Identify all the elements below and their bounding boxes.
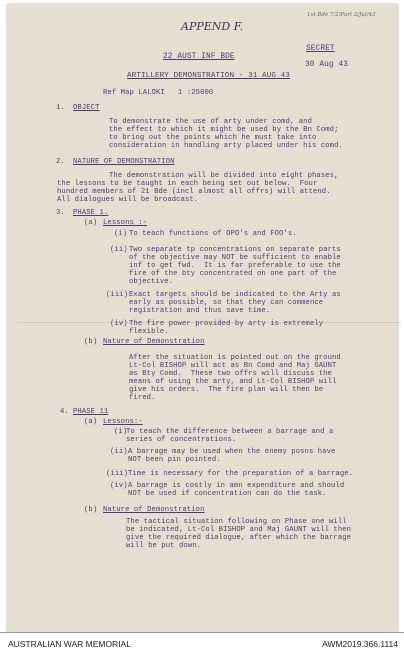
section-3a-heading: Lessons :-: [103, 219, 148, 227]
lesson-text: series of concentrations.: [126, 436, 237, 444]
section-4b-line: give the required dialogue, after which the barrage: [126, 534, 352, 542]
lesson-number: (ii): [110, 448, 128, 456]
lesson-text: Two separate tp concentrations on separate parts: [129, 246, 341, 254]
document-page: [7, 4, 398, 632]
lesson-text: Exact targets should be indicated to the Arty as: [129, 291, 341, 299]
lesson-text: inf to get fwd. It is far preferable to use the: [129, 262, 341, 270]
section-4a-label: (a): [84, 418, 98, 426]
lesson-text: early as possible, so that they can commence: [129, 299, 324, 307]
section-4b-label: (b): [84, 506, 98, 514]
section-1-number: 1.: [56, 104, 65, 112]
section-3b-heading: Nature of Demonstration: [103, 338, 205, 346]
section-3b-line: as Bty Comd. These two offrs will discuss the: [129, 370, 333, 378]
section-3b-line: give his orders. The fire plan will then be: [129, 386, 324, 394]
section-3b-line: means of using the arty, and Lt-Col BISHOP will: [129, 378, 337, 386]
lesson-text: The fire power provided by arty is extremely: [129, 320, 324, 328]
lesson-text: objective.: [129, 278, 174, 286]
handwritten-append-note: APPEND F.: [181, 20, 244, 33]
archive-accession-number: AWM2019.366.1114: [322, 639, 398, 649]
lesson-text: A barrage may be used when the enemy posns have: [128, 448, 336, 456]
section-3b-line: Lt-Col BISHOP will act as Bn Comd and Maj GAUNT: [129, 362, 337, 370]
lesson-number: (iii): [106, 291, 129, 299]
section-2-heading: NATURE OF DEMONSTRATION: [73, 158, 175, 166]
document-date: 30 Aug 43: [305, 61, 349, 69]
section-2-line: the lessons to be taught in each being set out below. Four: [57, 180, 318, 188]
lesson-text: Time is necessary for the preparation of a barrage.: [128, 470, 354, 478]
section-3-number: 3.: [56, 209, 65, 217]
lesson-number: (iv): [110, 482, 128, 490]
section-1-heading: OBJECT: [73, 104, 100, 112]
archive-footer: [0, 632, 404, 654]
paper-fold-line: [17, 322, 401, 323]
section-2-number: 2.: [56, 158, 65, 166]
lesson-text: To teach functions of OPO's and FOO's.: [129, 230, 297, 238]
lesson-text: of the objective may NOT be sufficient to enable: [129, 254, 341, 262]
lesson-number: (ii): [110, 246, 128, 254]
section-2-line: The demonstration will be divided into eight phases,: [109, 172, 339, 180]
section-4b-line: will be put down.: [126, 542, 202, 550]
section-3b-line: After the situation is pointed out on the ground: [129, 354, 341, 362]
lesson-text: registration and thus save time.: [129, 307, 271, 315]
section-3b-label: (b): [84, 338, 98, 346]
lesson-text: fire of the bty concentrated on one part of the: [129, 270, 337, 278]
section-3a-label: (a): [84, 219, 98, 227]
lesson-text: A barrage is costly in amn expenditure and should: [128, 482, 345, 490]
lesson-number: (i): [114, 230, 128, 238]
lesson-number: (i): [114, 428, 128, 436]
lesson-text: flexible.: [129, 328, 169, 336]
section-4b-heading: Nature of Demonstration: [103, 506, 205, 514]
lesson-text: NOT been pin pointed.: [128, 456, 221, 464]
section-4-number: 4.: [60, 408, 69, 416]
section-1-line: to bring out the points which he must take into: [109, 134, 317, 142]
document-title: ARTILLERY DEMONSTRATION - 31 AUG 43: [127, 72, 290, 80]
reference-map: Ref Map LALOKI 1 :25000: [103, 89, 214, 97]
lesson-number: (iii): [106, 470, 129, 478]
lesson-text: NOT be used if concentration can do the task.: [128, 490, 327, 498]
lesson-number: (iv): [110, 320, 128, 328]
unit-heading: 22 AUST INF BDE: [163, 53, 235, 61]
section-1-line: To demonstrate the use of arty under comd, and: [109, 118, 313, 126]
handwritten-reference-note: 1st Bde 7/2/Part 2/Jul/43: [307, 12, 376, 18]
section-4b-line: The tactical situation following on Phase one will: [126, 518, 347, 526]
section-2-line: hundred members of 21 Bde (incl almost all offrs) will attend.: [57, 188, 331, 196]
section-4b-line: be indicated, Lt-Col BISHOP and Maj GAUNT will then: [126, 526, 352, 534]
section-3b-line: fired.: [129, 394, 156, 402]
classification-label: SECRET: [306, 45, 335, 53]
section-4-heading: PHASE 11: [73, 408, 109, 416]
lesson-text: To teach the difference between a barrage and a: [126, 428, 334, 436]
section-3-heading: PHASE 1.: [73, 209, 109, 217]
section-2-line: All dialogues will be broadcast.: [57, 196, 199, 204]
section-4a-heading: Lessons:-: [103, 418, 143, 426]
section-1-line: the effect to which it might be used by the Bn Comd;: [109, 126, 339, 134]
archive-name: AUSTRALIAN WAR MEMORIAL: [8, 639, 131, 649]
section-1-line: consideration in handling arty placed under his comd.: [109, 142, 343, 150]
